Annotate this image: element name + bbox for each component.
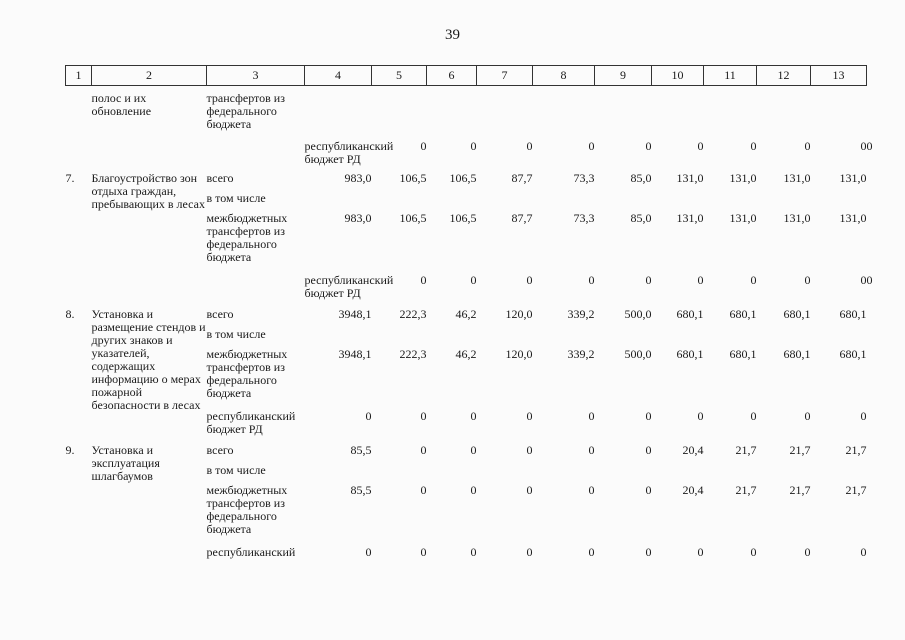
value-cell bbox=[427, 328, 477, 348]
value-cell bbox=[595, 464, 652, 484]
value-cell: 106,5 bbox=[449, 211, 477, 225]
value-cell bbox=[305, 92, 372, 140]
value-cell: 131,0 bbox=[676, 171, 704, 185]
value-cell bbox=[427, 192, 477, 212]
value-cell: 85,0 bbox=[630, 171, 652, 185]
value-cell: 0 bbox=[420, 139, 427, 153]
value-cell: 0 bbox=[860, 545, 867, 559]
value-cell bbox=[477, 92, 533, 140]
value-cell: 73,3 bbox=[573, 171, 595, 185]
value-cell: 0 bbox=[804, 139, 811, 153]
value-cell: 0 bbox=[526, 545, 533, 559]
value-cell bbox=[652, 328, 704, 348]
value-cell bbox=[595, 192, 652, 212]
value-cell bbox=[757, 328, 811, 348]
value-cell bbox=[533, 192, 595, 212]
table-row bbox=[66, 172, 871, 192]
row-number bbox=[66, 274, 92, 308]
value-cell: 680,1 bbox=[729, 347, 757, 361]
value-cell: 339,2 bbox=[567, 347, 595, 361]
value-cell: 500,0 bbox=[624, 347, 652, 361]
funding-source: республиканский бюджет РД bbox=[206, 409, 296, 436]
funding-source: республиканский бюджет РД bbox=[304, 273, 394, 300]
value-cell: 0 bbox=[804, 545, 811, 559]
value-cell bbox=[533, 92, 595, 140]
column-header: 6 bbox=[427, 66, 477, 86]
funding-source: в том числе bbox=[206, 463, 266, 477]
activity-name: Благоустройство зон отдыха граждан, пребывающих в лесах bbox=[91, 171, 205, 211]
value-cell bbox=[372, 92, 427, 140]
value-cell: 0 bbox=[420, 483, 427, 497]
value-cell: 680,1 bbox=[676, 307, 704, 321]
budget-table bbox=[65, 65, 873, 566]
column-header: 12 bbox=[757, 66, 811, 86]
row-number bbox=[66, 546, 92, 566]
value-cell bbox=[533, 328, 595, 348]
value-cell: 0 bbox=[588, 545, 595, 559]
funding-source: всего bbox=[206, 171, 234, 185]
value-cell bbox=[477, 192, 533, 212]
value-cell: 0 bbox=[526, 139, 533, 153]
value-cell: 0 bbox=[860, 273, 867, 287]
value-cell: 0 bbox=[645, 139, 652, 153]
funding-source: республиканский bbox=[206, 545, 296, 559]
row-number: 8. bbox=[65, 307, 75, 321]
value-cell: 0 bbox=[804, 273, 811, 287]
value-cell: 222,3 bbox=[399, 347, 427, 361]
value-cell: 0 bbox=[697, 545, 704, 559]
funding-source: в том числе bbox=[206, 327, 266, 341]
activity-name bbox=[207, 274, 305, 308]
value-cell: 0 bbox=[750, 409, 757, 423]
activity-name bbox=[207, 140, 305, 172]
value-cell: 131,0 bbox=[676, 211, 704, 225]
value-cell: 0 bbox=[470, 545, 477, 559]
activity-name: Установка и эксплуатация шлагбаумов bbox=[91, 443, 160, 483]
value-cell bbox=[811, 464, 867, 484]
value-cell: 85,0 bbox=[630, 211, 652, 225]
value-cell: 21,7 bbox=[735, 443, 757, 457]
value-cell: 0 bbox=[750, 139, 757, 153]
value-cell: 120,0 bbox=[505, 347, 533, 361]
value-cell bbox=[704, 192, 757, 212]
value-cell bbox=[427, 92, 477, 140]
value-cell: 983,0 bbox=[344, 211, 372, 225]
value-cell: 500,0 bbox=[624, 307, 652, 321]
header-row bbox=[66, 66, 871, 86]
value-cell: 20,4 bbox=[682, 483, 704, 497]
column-header: 5 bbox=[372, 66, 427, 86]
value-cell: 131,0 bbox=[783, 171, 811, 185]
value-cell: 0 bbox=[420, 545, 427, 559]
value-cell: 0 bbox=[420, 273, 427, 287]
value-cell bbox=[811, 92, 867, 140]
row-number bbox=[66, 348, 92, 410]
table-body bbox=[66, 86, 871, 567]
value-cell: 21,7 bbox=[789, 443, 811, 457]
value-cell: 21,7 bbox=[789, 483, 811, 497]
value-cell: 0 bbox=[588, 443, 595, 457]
column-header: 3 bbox=[207, 66, 305, 86]
value-cell: 0 bbox=[645, 273, 652, 287]
value-cell: 0 bbox=[697, 139, 704, 153]
value-cell bbox=[704, 464, 757, 484]
value-cell: 106,5 bbox=[399, 171, 427, 185]
funding-source: межбюджетных трансфертов из федерального бюджета bbox=[206, 211, 288, 264]
value-cell bbox=[652, 192, 704, 212]
value-cell: 680,1 bbox=[783, 347, 811, 361]
value-cell: 0 bbox=[526, 443, 533, 457]
value-cell: 0 bbox=[526, 483, 533, 497]
column-header: 11 bbox=[704, 66, 757, 86]
table-row bbox=[66, 308, 871, 328]
column-header: 1 bbox=[66, 66, 92, 86]
value-cell: 0 bbox=[866, 139, 873, 153]
value-cell bbox=[811, 192, 867, 212]
value-cell bbox=[372, 464, 427, 484]
activity-name: полос и их обновление bbox=[91, 91, 152, 118]
value-cell: 0 bbox=[470, 483, 477, 497]
funding-source: всего bbox=[206, 443, 234, 457]
value-cell: 0 bbox=[470, 139, 477, 153]
value-cell bbox=[305, 328, 372, 348]
value-cell: 21,7 bbox=[735, 483, 757, 497]
value-cell bbox=[704, 92, 757, 140]
value-cell: 0 bbox=[420, 443, 427, 457]
table-row bbox=[66, 444, 871, 464]
column-header: 4 bbox=[305, 66, 372, 86]
funding-source: межбюджетных трансфертов из федерального бюджета bbox=[206, 347, 288, 400]
value-cell: 680,1 bbox=[839, 347, 867, 361]
value-cell: 0 bbox=[645, 443, 652, 457]
value-cell: 0 bbox=[588, 409, 595, 423]
value-cell: 0 bbox=[526, 409, 533, 423]
value-cell: 85,5 bbox=[350, 443, 372, 457]
value-cell bbox=[652, 92, 704, 140]
value-cell: 0 bbox=[697, 273, 704, 287]
value-cell: 87,7 bbox=[511, 171, 533, 185]
value-cell bbox=[652, 464, 704, 484]
funding-source: межбюджетных трансфертов из федерального бюджета bbox=[206, 483, 288, 536]
value-cell: 0 bbox=[365, 545, 372, 559]
value-cell bbox=[595, 328, 652, 348]
value-cell: 222,3 bbox=[399, 307, 427, 321]
value-cell: 20,4 bbox=[682, 443, 704, 457]
value-cell: 106,5 bbox=[399, 211, 427, 225]
value-cell: 0 bbox=[470, 409, 477, 423]
row-number bbox=[66, 92, 92, 140]
funding-source: трансфертов из федерального бюджета bbox=[206, 91, 285, 131]
column-header: 10 bbox=[652, 66, 704, 86]
value-cell: 0 bbox=[645, 545, 652, 559]
value-cell: 0 bbox=[697, 409, 704, 423]
activity-name: Установка и размещение стендов и других знаков и указателей, содержащих информацию о мерах пожарной безопасности в лесах bbox=[91, 307, 206, 412]
value-cell: 0 bbox=[750, 545, 757, 559]
funding-source: республиканский бюджет РД bbox=[304, 139, 394, 166]
value-cell: 0 bbox=[588, 139, 595, 153]
value-cell: 87,7 bbox=[511, 211, 533, 225]
value-cell bbox=[704, 328, 757, 348]
value-cell: 0 bbox=[645, 483, 652, 497]
value-cell bbox=[427, 464, 477, 484]
value-cell: 0 bbox=[420, 409, 427, 423]
row-number: 9. bbox=[65, 443, 75, 457]
value-cell: 0 bbox=[645, 409, 652, 423]
value-cell bbox=[757, 92, 811, 140]
value-cell: 983,0 bbox=[344, 171, 372, 185]
value-cell: 0 bbox=[470, 443, 477, 457]
funding-source: в том числе bbox=[206, 191, 266, 205]
value-cell: 21,7 bbox=[845, 483, 867, 497]
row-number bbox=[66, 484, 92, 546]
value-cell bbox=[477, 464, 533, 484]
value-cell: 120,0 bbox=[505, 307, 533, 321]
column-header: 7 bbox=[477, 66, 533, 86]
value-cell: 0 bbox=[365, 409, 372, 423]
value-cell: 3948,1 bbox=[338, 307, 372, 321]
row-number bbox=[66, 140, 92, 172]
row-number bbox=[66, 464, 92, 484]
column-header: 2 bbox=[92, 66, 207, 86]
row-number bbox=[66, 212, 92, 274]
value-cell: 73,3 bbox=[573, 211, 595, 225]
value-cell: 0 bbox=[526, 273, 533, 287]
value-cell: 3948,1 bbox=[338, 347, 372, 361]
value-cell: 0 bbox=[860, 409, 867, 423]
value-cell: 680,1 bbox=[729, 307, 757, 321]
value-cell bbox=[372, 328, 427, 348]
value-cell: 46,2 bbox=[455, 307, 477, 321]
value-cell: 0 bbox=[866, 273, 873, 287]
value-cell: 21,7 bbox=[845, 443, 867, 457]
value-cell: 0 bbox=[804, 409, 811, 423]
value-cell: 680,1 bbox=[676, 347, 704, 361]
value-cell: 0 bbox=[588, 483, 595, 497]
funding-source: всего bbox=[206, 307, 234, 321]
value-cell: 0 bbox=[860, 139, 867, 153]
value-cell: 46,2 bbox=[455, 347, 477, 361]
value-cell: 106,5 bbox=[449, 171, 477, 185]
row-number: 7. bbox=[65, 171, 75, 185]
table-row bbox=[66, 92, 871, 140]
column-header: 13 bbox=[811, 66, 867, 86]
value-cell bbox=[372, 192, 427, 212]
row-number bbox=[66, 192, 92, 212]
value-cell: 0 bbox=[470, 273, 477, 287]
value-cell bbox=[757, 192, 811, 212]
value-cell: 680,1 bbox=[783, 307, 811, 321]
value-cell bbox=[595, 92, 652, 140]
value-cell bbox=[757, 464, 811, 484]
row-number bbox=[66, 410, 92, 444]
row-number bbox=[66, 328, 92, 348]
value-cell bbox=[305, 192, 372, 212]
value-cell: 131,0 bbox=[839, 171, 867, 185]
value-cell bbox=[477, 328, 533, 348]
value-cell: 131,0 bbox=[839, 211, 867, 225]
value-cell bbox=[811, 328, 867, 348]
value-cell bbox=[533, 464, 595, 484]
value-cell: 0 bbox=[750, 273, 757, 287]
column-header: 8 bbox=[533, 66, 595, 86]
value-cell bbox=[305, 464, 372, 484]
value-cell: 85,5 bbox=[350, 483, 372, 497]
column-header: 9 bbox=[595, 66, 652, 86]
value-cell: 0 bbox=[588, 273, 595, 287]
value-cell: 131,0 bbox=[729, 171, 757, 185]
value-cell: 680,1 bbox=[839, 307, 867, 321]
page-number: 39 bbox=[445, 27, 460, 43]
value-cell: 131,0 bbox=[783, 211, 811, 225]
value-cell: 339,2 bbox=[567, 307, 595, 321]
value-cell: 131,0 bbox=[729, 211, 757, 225]
